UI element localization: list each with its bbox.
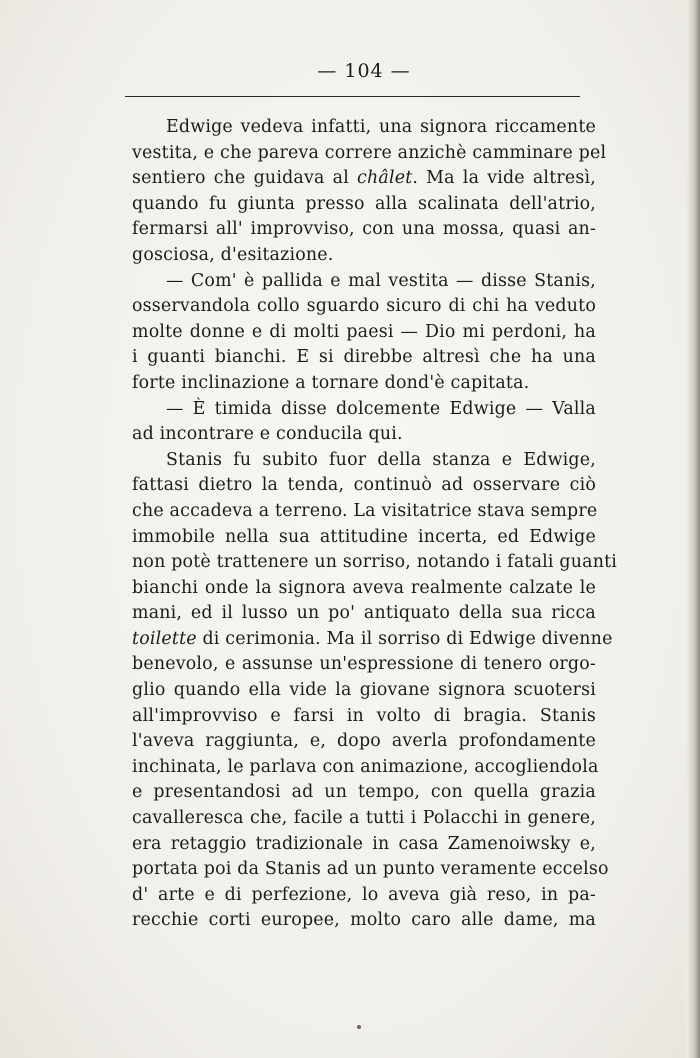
italic-term: châlet (357, 168, 413, 189)
text-line: glio quando ella vide la giovane signora scuotersi (132, 680, 596, 701)
text-line: non potè trattenere un sorriso, notando i fatali guanti (132, 552, 618, 573)
text-segment: . Ma la vide altresì, (412, 168, 596, 189)
text-line: all'improvviso e farsi in volto di bragia. Stanis (132, 705, 596, 726)
text-line (132, 166, 596, 192)
text-line: e presentandosi ad un tempo, con quella grazia (132, 782, 596, 803)
text-line: cavalleresca che, facile a tutti i Polacchi in genere, (132, 808, 596, 829)
text-line: fattasi dietro la tenda, continuò ad osservare ciò (132, 475, 596, 496)
text-line: mani, ed il lusso un po' antiquato della sua ricca (132, 603, 596, 624)
text-line: fermarsi all' improvviso, con una mossa, quasi an- (132, 219, 596, 240)
text-line: gosciosa, d'esitazione. (132, 244, 334, 265)
text-line: — Com' è pallida e mal vestita — disse Stanis, (166, 270, 596, 291)
page-number: — 104 — (317, 60, 411, 82)
text-line: forte inclinazione a tornare dond'è capitata. (132, 372, 530, 393)
text-line: immobile nella sua attitudine incerta, ed Edwige (132, 526, 596, 547)
footer-mark (357, 1025, 361, 1029)
text-line (132, 627, 613, 653)
text-line: molte donne e di molti paesi — Dio mi perdoni, ha (132, 321, 596, 342)
text-segment: di cerimonia. Ma il sorriso di Edwige divenne (196, 628, 613, 649)
text-line: portata poi da Stanis ad un punto veramente eccelso (132, 859, 609, 880)
text-line: d' arte e di perfezione, lo aveva già reso, in pa- (132, 884, 596, 905)
text-line: recchie corti europee, molto caro alle dame, ma (132, 910, 596, 931)
text-line: — È timida disse dolcemente Edwige — Valla (166, 398, 596, 419)
header-rule (125, 96, 580, 97)
page-header (132, 60, 596, 82)
body-text (132, 115, 618, 934)
text-line: ad incontrare e conducila qui. (132, 424, 403, 445)
italic-term: toilette (132, 628, 197, 649)
text-segment: sentiero che guidava al (132, 168, 358, 189)
text-line: l'aveva raggiunta, e, dopo averla profondamente (132, 731, 596, 752)
text-line: i guanti bianchi. E si direbbe altresì che ha una (132, 347, 596, 368)
text-line: quando fu giunta presso alla scalinata dell'atrio, (132, 193, 596, 214)
text-line: Stanis fu subito fuor della stanza e Edwige, (166, 449, 596, 470)
text-line: inchinata, le parlava con animazione, accogliendola (132, 756, 599, 777)
text-line: Edwige vedeva infatti, una signora riccamente (166, 117, 596, 137)
page-edge-shadow (686, 0, 700, 1058)
text-line: bianchi onde la signora aveva realmente calzate le (132, 577, 596, 598)
text-line: osservandola collo sguardo sicuro di chi ha veduto (132, 296, 596, 317)
text-line: che accadeva a terreno. La visitatrice stava sempre (132, 500, 598, 521)
text-line: benevolo, e assunse un'espressione di tenero orgo- (132, 654, 596, 675)
text-line: vestita, e che pareva correre anzichè camminare pel (132, 142, 607, 163)
text-line: era retaggio tradizionale in casa Zamenoiwsky e, (132, 833, 596, 854)
